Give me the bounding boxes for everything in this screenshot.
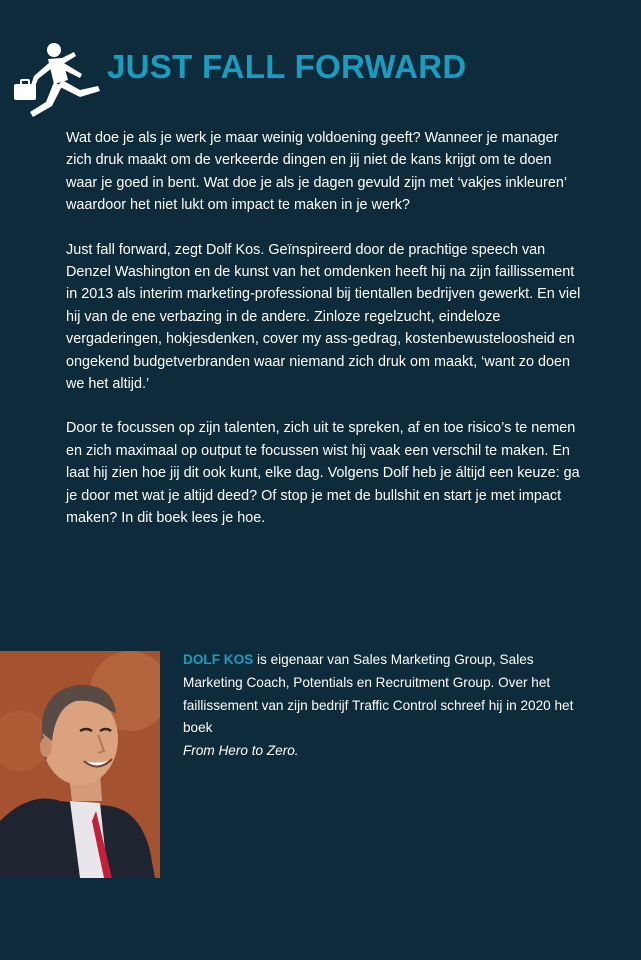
- blurb-paragraph: Door te focussen op zijn talenten, zich uit te spreken, af en toe risico’s te nemen en zich maximaal op output te focussen wist hij vaak een verschil te maken. En laat hij zien hoe jij dit ook kunt, elke dag. Volgens Dolf heb je áltijd een keuze: ga je door met wat je altijd deed? Of stop je met de bullshit en start je met impact maken? In dit boek lees je hoe.: [66, 420, 580, 527]
- author-book-title: From Hero to Zero.: [183, 743, 299, 759]
- running-businessman-icon: [10, 40, 102, 126]
- blurb: [66, 127, 586, 552]
- blurb-paragraph: Wat doe je als je werk je maar weinig voldoening geeft? Wanneer je manager zich druk maakt om de verkeerde dingen en jij niet de kans krijgt om te doen waar je goed in bent. Wat doe je als je dagen gevuld zijn met ‘vakjes inkleuren’ waardoor het niet lukt om impact te maken in je werk?: [66, 130, 567, 214]
- author-photo: [0, 651, 160, 878]
- blurb-paragraph: Just fall forward, zegt Dolf Kos. Geïnspireerd door de prachtige speech van Denzel Washington en de kunst van het omdenken heeft hij na zijn faillissement in 2013 als interim marketing-professional bij tientallen bedrijven gewerkt. En viel hij van de ene verbazing in de andere. Zinloze regelzucht, eindeloze vergaderingen, hokjesdenken, cover my ass-gedrag, kostenbewusteloosheid en ongekend budgetverbranden waar niemand zich druk om maakt, ‘want zo doen we het altijd.’: [66, 241, 581, 393]
- author-bio: [183, 649, 593, 763]
- author-name: DOLF KOS: [183, 652, 254, 667]
- author-bio-text: is eigenaar van Sales Marketing Group, Sales Marketing Coach, Potentials en Recruitment Group. Over het faillissement van zijn bedrijf Traffic Control schreef hij in 2020 het boek: [183, 652, 574, 736]
- header: [10, 40, 630, 130]
- book-title: JUST FALL FORWARD: [107, 48, 467, 85]
- author-portrait-illustration: [0, 651, 160, 878]
